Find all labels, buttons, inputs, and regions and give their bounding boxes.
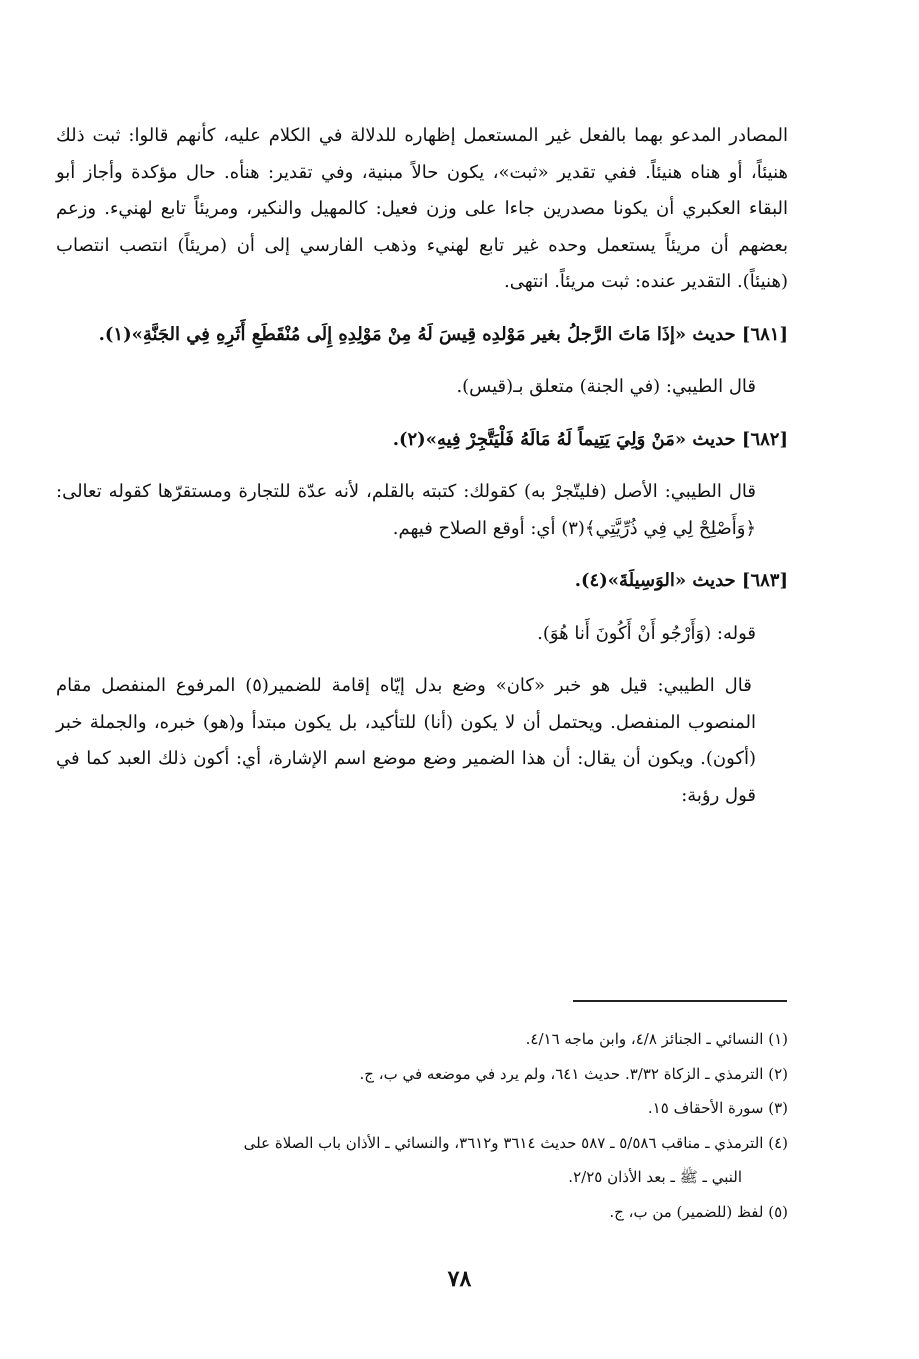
text-line: قال الطيبي: الأصل (فليتّجرْ به) كقولك: كتبته بالقلم، لأنه عدّة للتجارة ومستقرّها	[150, 481, 756, 502]
main-text	[56, 118, 788, 814]
text-line: كقوله تعالى: ﴿وَأَصْلِحْ لِي فِي ذُرِّيَّتِي﴾(٣) أي: أوقع الصلاح فيهم.	[56, 481, 756, 539]
footnote-4-continued: النبي ـ ﷺ ـ بعد الأذان ٢/٢٥.	[568, 1168, 742, 1186]
footnotes	[56, 1022, 788, 1229]
hadith-683-heading: [٦٨٣] حديث «الوَسِيلَةَ»(٤).	[574, 570, 788, 591]
page-number: ٧٨	[447, 1266, 472, 1292]
hadith-683-commentary	[56, 668, 788, 814]
footnote-divider	[573, 1000, 787, 1002]
hadith-682-commentary	[56, 474, 788, 547]
text-line: ومريئاً تابع لهنيء. وزعم بعضهم أن مريئاً يستعمل وحده غير تابع لهنيء وذهب الفارسي	[56, 198, 788, 256]
text-line: إلى أن (مريئاً) انتصب انتصاب (هنيئاً). التقدير عنده: ثبت مريئاً. انتهى.	[56, 234, 788, 292]
text-line: قال الطيبي: قيل هو خبر «كان» وضع بدل إيّاه إقامة للضمير(٥) المرفوع المنفصل مقام	[56, 675, 752, 696]
text-line: مؤكدة وأجاز أبو البقاء العكبري أن يكونا مصدرين جاءا على وزن فعيل: كالمهيل والنكير،	[56, 161, 788, 219]
footnote-1: (١) النسائي ـ الجنائز ٤/٨، وابن ماجه ٤/١٦.	[525, 1030, 788, 1048]
footnote-3: (٣) سورة الأحقاف ١٥.	[647, 1099, 788, 1117]
text-line: المنصوب المنفصل. ويحتمل أن لا يكون (أنا) للتأكيد، بل يكون مبتدأ و(هو) خبره،	[146, 711, 756, 733]
footnote-2: (٢) الترمذي ـ الزكاة ٣/٣٢. حديث ٦٤١، ولم يرد في موضعه في ب، ج.	[359, 1064, 788, 1083]
hadith-681-heading: [٦٨١] حديث «إذَا مَاتَ الرَّجلُ بغير مَوْلدِه قِيسَ لَهُ مِنْ مَوْلِدِهِ إِلَى مُنْقَطَعِ أَثَرِهِ فِي الجَنَّةِ»(١).	[98, 323, 788, 345]
text-line: ثبت ذلك هنيئاً، أو هناه هنيئاً. ففي تقدير «ثبت»، يكون حالاً مبنية، وفي تقدير: هنأه. حال	[56, 125, 788, 183]
text-line: المصادر المدعو بهما بالفعل غير المستعمل إظهاره للدلالة في الكلام عليه، كأنهم قالوا:	[120, 125, 788, 146]
hadith-683-quote: قوله: (وَأَرْجُو أَنْ أَكُونَ أَنا هُوَ).	[537, 622, 756, 644]
hadith-682-heading: [٦٨٢] حديث «مَنْ وَلِيَ يَتِيماً لَهُ مَالَهُ فَلْيَتَّجِرْ فِيهِ»(٢).	[392, 428, 788, 450]
text-line: أكون ذلك العبد كما في قول رؤبة:	[56, 748, 756, 806]
hadith-681-commentary: قال الطيبي: (في الجنة) متعلق بـ(قيس).	[456, 376, 756, 397]
text-line: والجملة خبر (أكون). ويكون أن يقال: أن هذا الضمير وضع موضع اسم الإشارة، أي:	[56, 711, 756, 769]
paragraph-intro	[56, 118, 788, 301]
footnote-4: (٤) الترمذي ـ مناقب ٥/٥٨٦ ـ ٥٨٧ حديث ٣٦١٤ و٣٦١٢، والنسائي ـ الأذان باب الصلاة على	[243, 1133, 788, 1152]
footnote-5: (٥) لفظ (للضمير) من ب، ج.	[609, 1202, 788, 1221]
